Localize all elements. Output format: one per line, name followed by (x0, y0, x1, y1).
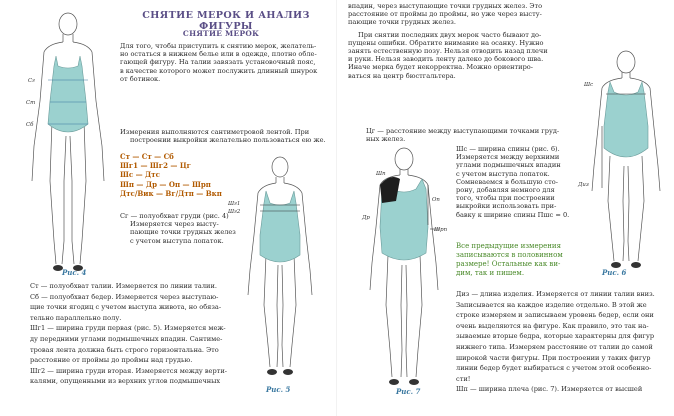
text-line: рону, добавляя немного для (456, 186, 555, 195)
text-line: Измерения выполняются сантиметровой лентой. При (120, 128, 310, 136)
text-line: Шг1 — ширина груди первая (рис. 5). Измеряется меж- (30, 324, 226, 333)
formula-list (120, 152, 260, 198)
text-line: выкройки использовать при- (456, 202, 557, 211)
label-shg1: Шг1 (228, 201, 241, 207)
text-line: зываемые вторые бедра, которые характерны для фигур (456, 332, 655, 341)
text-line: строке измеряем и записываем уровень бедер, если они (456, 311, 654, 320)
figure-5 (228, 155, 320, 394)
text-line: Измеряется через высту- (130, 220, 219, 229)
shs-paragraph (456, 145, 588, 219)
text-line: и руки. Нельзя заводить ленту далеко до бокового шва. (348, 55, 544, 64)
text-line: Сб — полуобхват бедер. Измеряется через выступаю- (30, 292, 219, 301)
text-line: Шп — ширина плеча (рис. 7). Измеряется от высшей (456, 385, 643, 394)
important-note (456, 242, 588, 278)
text-line: Иначе мерка будет некорректна. Можно ориентиро- (348, 63, 533, 72)
label-op: Оп (432, 197, 440, 203)
text-line: линии бедер будет выбираться с учетом этой особенно- (456, 364, 652, 373)
text-line: Сг — полуобхват груди (рис. 4) (120, 212, 229, 220)
text-line: щие точки ягодиц с учетом выступа живота, но обяза- (30, 303, 222, 312)
text-line: размере! Остальные как ви- (456, 260, 561, 268)
label-dr: Др (362, 215, 370, 221)
text-line: записываются в половинном (456, 251, 563, 259)
section-subtitle: СНЯТИЕ МЕРОК (182, 29, 260, 38)
figure-4-caption: Рис. 4 (62, 268, 87, 277)
text-line: от ботинок. (120, 74, 161, 83)
bottom-paragraph (30, 281, 240, 387)
label-shs: Шс (584, 82, 594, 88)
page-title: СНЯТИЕ МЕРОК И АНАЛИЗ ФИГУРЫ (142, 10, 310, 32)
label-shrp: Шрп (434, 227, 448, 233)
text-line: дим, так и пишем. (456, 269, 525, 277)
text-line: с учетом выступа лопаток. (456, 169, 550, 178)
figure-7-caption: Рис. 7 (396, 387, 421, 396)
label-diz: Диз (578, 182, 589, 188)
text-line: широкой части фигуры. При построении у таких фигур (456, 353, 651, 362)
text-line: ду передними углами подмышечных впадин. Сантиме- (30, 334, 223, 343)
text-line: При снятии последних двух мерок часто бывают до- (358, 30, 542, 39)
text-line: занять естественную позу. Нельзя отводить назад плечи (348, 47, 548, 56)
figure-5-caption: Рис. 5 (266, 385, 291, 394)
text-line: углами подмышечных впадин (456, 161, 561, 170)
text-line: Измеряется между верхними (456, 153, 560, 162)
figure-4 (18, 6, 118, 276)
text-line: сти! (456, 374, 471, 383)
formula-line: Шг1 — Шг2 — Цг (120, 161, 191, 171)
text-line: Шс — ширина спины (рис. 6). (456, 145, 560, 153)
text-line: гающей фигуру. На талии завязать установочный пояс, (120, 58, 316, 67)
text-line: Для того, чтобы приступить к снятию мерок, желатель- (120, 42, 317, 50)
figure-6-illustration (580, 6, 670, 276)
text-line: впадин, через выступающие точки грудных желез. Это (348, 2, 543, 10)
cg-paragraph (120, 212, 260, 245)
text-line: калями, опущенными из верхних углов подмышечных (30, 377, 221, 386)
text-line: ных желез. (366, 135, 406, 144)
cg-distance-paragraph (366, 127, 578, 143)
text-line: того, чтобы при построении (456, 194, 555, 203)
figure-7-illustration (360, 145, 450, 395)
text-line: построении выкройки желательно пользоваться ею же. (130, 136, 326, 145)
text-line: Все предыдущие измерения (456, 242, 562, 250)
figure-5-illustration (240, 155, 320, 385)
text-line: Ст — полуобхват талии. Измеряется по линии талии. (30, 282, 217, 290)
figure-7 (360, 145, 450, 395)
text-line: ваться на центр бюстгальтера. (348, 71, 456, 80)
right-bottom-paragraph (456, 289, 670, 395)
text-line: пающие точки грудных желез. (348, 18, 457, 27)
text-line: расстояние от проймы до проймы над грудью. (30, 356, 193, 365)
label-shg2: Шг2 (228, 209, 241, 215)
figure-4-illustration (18, 6, 118, 276)
text-line: Цг — расстояние между выступающими точками груд- (366, 127, 560, 135)
measure-paragraph (120, 128, 335, 144)
formula-line: Ст — Ст — Сб (120, 152, 174, 161)
figure-6-caption: Рис. 6 (602, 268, 627, 277)
text-line: очень выделяются на фигуре. Как правило, это так на- (456, 321, 649, 330)
text-line: но остаться в нижнем белье или в одежде, плотно обле- (120, 50, 317, 59)
text-line: Шг2 — ширина груди вторая. Измеряется между верти- (30, 366, 227, 375)
text-line: тровая лента должна быть строго горизонтальна. Это (30, 345, 219, 354)
formula-line: Шс — Дтс (120, 170, 160, 180)
figure-6 (580, 6, 670, 276)
text-line: нижнего типа. Измеряем расстояние от талии до самой (456, 342, 653, 351)
right-top-paragraph (348, 2, 576, 80)
formula-line: Дтс/Вик — Вг/Дтп — Вкп (120, 188, 222, 198)
text-line: пущены ошибки. Обратите внимание на осанку. Нужно (348, 38, 544, 47)
label-shp: Шп (376, 171, 386, 177)
text-line: Сомневаемся в большую сто- (456, 177, 558, 186)
page-gutter (336, 0, 337, 416)
text-line: бавку к ширине спины Пшс = 0. (456, 210, 570, 219)
label-st: Ст (26, 100, 36, 106)
formula-line: Шп — Др — Оп — Шрп (120, 179, 211, 189)
intro-paragraph (120, 42, 335, 83)
label-sg: Сг (28, 78, 35, 84)
label-sb: Сб (26, 122, 34, 128)
text-line: пающие точки грудных желез (130, 228, 236, 237)
text-line: Диз — длина изделия. Измеряется от линии талии вниз. (456, 290, 655, 298)
text-line: расстояние от проймы до проймы, но уже через высту- (348, 10, 542, 19)
text-line: с учетом выступа лопаток. (130, 236, 224, 245)
text-line: Записывается на каждое изделие отдельно. В этой же (456, 300, 647, 309)
text-line: в качестве которого может послужить длинный шнурок (120, 66, 318, 75)
text-line: тельно параллельно полу. (30, 313, 122, 322)
